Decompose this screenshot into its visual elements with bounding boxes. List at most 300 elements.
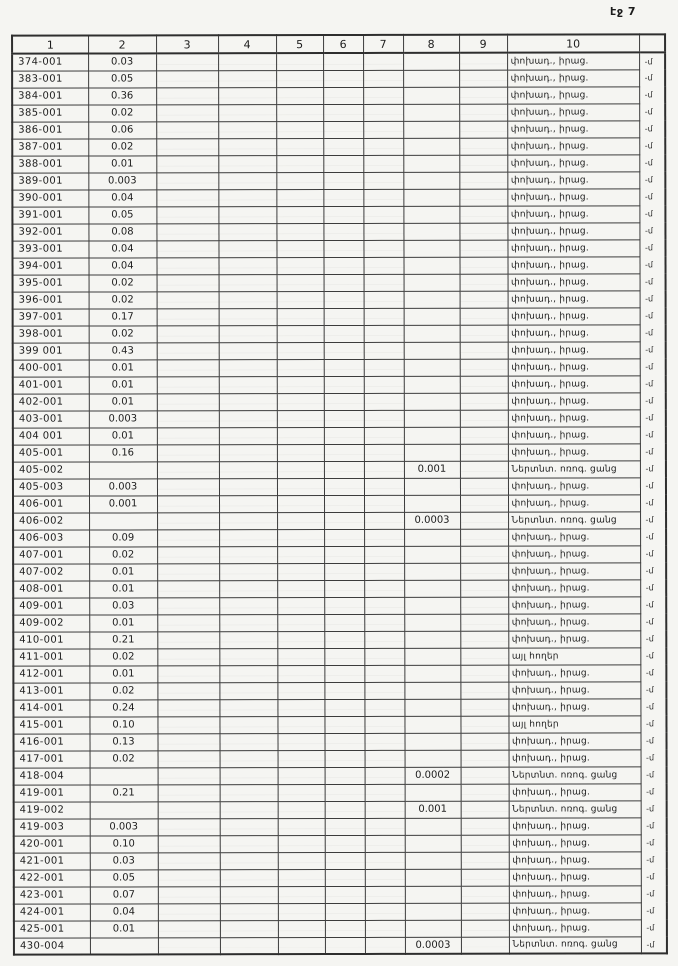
cell-col5 — [277, 325, 324, 342]
cell-col5 — [277, 597, 324, 614]
margin-mark: -մ — [641, 868, 667, 885]
cell-note: այլ հողեր — [508, 715, 640, 732]
cell-col9 — [460, 291, 508, 308]
cell-col3 — [157, 359, 219, 376]
margin-mark: -մ — [639, 137, 665, 154]
cell-note: Ներտնտ. ոռոգ. ցանց — [508, 511, 640, 528]
margin-mark: -մ — [640, 392, 666, 409]
cell-col9 — [461, 903, 509, 920]
margin-mark: -մ — [641, 902, 667, 919]
cell-note: փոխադ., իրաց. — [508, 494, 640, 511]
cell-note: փոխադ., իրաց. — [507, 120, 639, 137]
cell-col6 — [325, 784, 365, 801]
cell-note: փոխադ., իրաց. — [508, 732, 640, 749]
cell-col6 — [324, 648, 364, 665]
cell-col8-value — [404, 410, 460, 427]
cell-col8-value — [404, 325, 460, 342]
cell-col6 — [324, 631, 364, 648]
cell-parcel-code: 405-002 — [13, 462, 89, 479]
cell-col3 — [158, 903, 220, 920]
cell-col6 — [324, 427, 364, 444]
cell-col9 — [460, 342, 508, 359]
cell-col4 — [218, 70, 276, 87]
cell-col3 — [158, 869, 220, 886]
cell-note: փոխադ., իրաց. — [507, 69, 639, 86]
cell-col8-value — [404, 614, 460, 631]
cell-parcel-code: 406-002 — [13, 513, 89, 530]
cell-col6 — [324, 529, 364, 546]
cell-col4 — [219, 308, 277, 325]
cell-area-value: 0.02 — [88, 138, 156, 155]
cell-area-value: 0.02 — [89, 291, 157, 308]
cell-parcel-code: 419-003 — [14, 819, 90, 836]
cell-col5 — [276, 121, 323, 138]
cell-col5 — [277, 699, 324, 716]
cell-col5 — [277, 682, 324, 699]
table-row — [13, 290, 666, 308]
margin-mark: -մ — [640, 528, 666, 545]
cell-area-value: 0.05 — [88, 206, 156, 223]
cell-area-value: 0.003 — [89, 410, 157, 427]
cell-note: փոխադ., իրաց. — [508, 664, 640, 681]
cell-col4 — [219, 648, 277, 665]
cell-col5 — [278, 767, 325, 784]
cell-col5 — [277, 461, 324, 478]
cell-col3 — [157, 614, 219, 631]
cell-col3 — [156, 172, 218, 189]
cell-col3 — [158, 784, 220, 801]
cell-note: փոխադ., իրաց. — [509, 834, 641, 851]
cell-area-value: 0.003 — [90, 818, 158, 835]
cell-parcel-code: 404 001 — [13, 428, 89, 445]
cell-col7 — [364, 631, 404, 648]
cell-area-value: 0.10 — [89, 716, 157, 733]
margin-mark: -մ — [640, 630, 666, 647]
cell-col5 — [277, 614, 324, 631]
cell-col7 — [363, 53, 403, 70]
cell-col4 — [219, 665, 277, 682]
cell-col6 — [324, 359, 364, 376]
cell-col5 — [277, 257, 324, 274]
cell-col7 — [363, 206, 403, 223]
cell-col5 — [276, 87, 323, 104]
table-row — [13, 647, 666, 665]
cell-area-value: 0.01 — [89, 665, 157, 682]
table-row — [13, 443, 666, 461]
cell-col8-value — [403, 70, 459, 87]
cell-col3 — [158, 937, 220, 954]
cell-col8-value — [404, 291, 460, 308]
margin-mark: -մ — [641, 851, 667, 868]
cell-col9 — [459, 138, 507, 155]
cell-col6 — [323, 53, 363, 70]
cell-note: փոխադ., իրաց. — [507, 137, 639, 154]
cell-col3 — [158, 818, 220, 835]
cell-col3 — [157, 512, 219, 529]
table-row — [13, 511, 666, 529]
cell-col7 — [365, 835, 405, 852]
cell-col7 — [364, 444, 404, 461]
cell-col6 — [325, 835, 365, 852]
cell-area-value: 0.06 — [88, 121, 156, 138]
cell-col9 — [460, 648, 508, 665]
cell-col6 — [325, 886, 365, 903]
cell-note: Ներտնտ. ոռոգ. ցանց — [508, 460, 640, 477]
cell-col5 — [276, 53, 323, 70]
margin-mark: -մ — [639, 86, 665, 103]
cell-col4 — [219, 427, 277, 444]
cell-note: փոխադ., իրաց. — [508, 409, 640, 426]
cell-area-value: 0.01 — [89, 376, 157, 393]
cell-col5 — [276, 189, 323, 206]
cell-area-value: 0.02 — [89, 546, 157, 563]
cell-area-value: 0.07 — [90, 886, 158, 903]
cell-col5 — [278, 818, 325, 835]
cell-col3 — [156, 189, 218, 206]
margin-mark: -մ — [639, 222, 665, 239]
cell-col8-value — [405, 886, 461, 903]
cell-col5 — [277, 512, 324, 529]
cell-col6 — [324, 614, 364, 631]
cell-note: փոխադ., իրաց. — [508, 630, 640, 647]
cell-parcel-code: 425-001 — [14, 921, 90, 938]
cell-parcel-code: 410-001 — [13, 632, 89, 649]
cell-col6 — [325, 750, 365, 767]
cell-area-value: 0.02 — [89, 648, 157, 665]
cell-col9 — [459, 121, 507, 138]
cell-note: փոխադ., իրաց. — [508, 426, 640, 443]
page-number: էջ 7 — [610, 5, 636, 18]
cell-area-value: 0.01 — [89, 393, 157, 410]
cell-col9 — [460, 274, 508, 291]
cell-note: փոխադ., իրաց. — [508, 545, 640, 562]
column-header-7: 7 — [363, 35, 403, 53]
cell-area-value: 0.01 — [90, 920, 158, 937]
cell-note: փոխադ., իրաց. — [507, 239, 639, 256]
cell-parcel-code: 395-001 — [13, 275, 89, 292]
cell-col9 — [459, 155, 507, 172]
cell-col6 — [323, 87, 363, 104]
cell-col9 — [461, 937, 509, 954]
cell-col7 — [364, 308, 404, 325]
cell-col7 — [364, 716, 404, 733]
table-row — [13, 681, 666, 699]
cell-col4 — [218, 223, 276, 240]
cell-col6 — [324, 444, 364, 461]
cell-col8-value: 0.0002 — [405, 767, 461, 784]
cell-note: փոխադ., իրաց. — [509, 851, 641, 868]
cell-area-value: 0.02 — [88, 104, 156, 121]
cell-area-value — [89, 461, 157, 478]
cell-col3 — [157, 478, 219, 495]
cell-col6 — [324, 682, 364, 699]
cell-col9 — [460, 461, 508, 478]
cell-parcel-code: 405-001 — [13, 445, 89, 462]
cell-col6 — [323, 206, 363, 223]
cell-col9 — [460, 699, 508, 716]
cell-col5 — [277, 631, 324, 648]
cell-col6 — [323, 70, 363, 87]
table-row — [13, 324, 666, 342]
cell-col6 — [325, 869, 365, 886]
cell-col3 — [158, 852, 220, 869]
cell-col7 — [364, 648, 404, 665]
cell-area-value: 0.001 — [89, 495, 157, 512]
cell-parcel-code: 421-001 — [14, 853, 90, 870]
cell-col6 — [324, 733, 364, 750]
table-row — [12, 188, 665, 206]
cell-col4 — [220, 869, 278, 886]
cell-col7 — [364, 291, 404, 308]
cell-col5 — [277, 444, 324, 461]
cell-col9 — [461, 835, 509, 852]
table-row — [13, 375, 666, 393]
cell-col9 — [459, 172, 507, 189]
cell-col3 — [157, 563, 219, 580]
cell-col7 — [365, 886, 405, 903]
cell-col4 — [219, 342, 277, 359]
column-header-6: 6 — [323, 35, 363, 53]
cell-parcel-code: 406-003 — [13, 530, 89, 547]
column-header-8: 8 — [403, 35, 459, 53]
cell-col9 — [460, 563, 508, 580]
cell-col8-value — [403, 155, 459, 172]
cell-col5 — [277, 308, 324, 325]
cell-col5 — [276, 240, 323, 257]
cell-parcel-code: 413-001 — [13, 683, 89, 700]
cell-col7 — [364, 512, 404, 529]
cell-col9 — [460, 716, 508, 733]
cell-col3 — [157, 291, 219, 308]
cell-col5 — [278, 903, 325, 920]
cell-col3 — [156, 206, 218, 223]
cell-col8-value — [404, 444, 460, 461]
cell-col7 — [365, 920, 405, 937]
cell-col3 — [157, 342, 219, 359]
cell-note: փոխադ., իրաց. — [509, 783, 641, 800]
cell-col7 — [365, 903, 405, 920]
cell-col3 — [157, 716, 219, 733]
cell-col7 — [364, 597, 404, 614]
cell-col6 — [324, 393, 364, 410]
cell-area-value — [90, 767, 158, 784]
cell-col3 — [157, 393, 219, 410]
margin-mark: -մ — [641, 919, 667, 936]
cell-col7 — [364, 393, 404, 410]
table-row — [12, 103, 665, 121]
cell-parcel-code: 396-001 — [13, 292, 89, 309]
cell-col9 — [459, 240, 507, 257]
cell-col4 — [220, 937, 278, 954]
cell-note: փոխադ., իրաց. — [508, 375, 640, 392]
table-row — [13, 409, 666, 427]
cell-col8-value — [403, 87, 459, 104]
cell-area-value: 0.04 — [88, 240, 156, 257]
cell-col7 — [364, 274, 404, 291]
cell-col4 — [219, 478, 277, 495]
cell-col4 — [220, 784, 278, 801]
cell-col8-value — [405, 750, 461, 767]
cell-area-value: 0.09 — [89, 529, 157, 546]
cell-col7 — [364, 427, 404, 444]
cell-col9 — [460, 325, 508, 342]
cell-col9 — [460, 410, 508, 427]
cell-col6 — [324, 546, 364, 563]
cell-col6 — [324, 257, 364, 274]
cell-col7 — [364, 614, 404, 631]
cell-col8-value — [404, 529, 460, 546]
cell-col9 — [461, 818, 509, 835]
cell-col4 — [218, 206, 276, 223]
cell-col7 — [364, 665, 404, 682]
cell-note: փոխադ., իրաց. — [507, 52, 639, 69]
cell-parcel-code: 384-001 — [12, 88, 88, 105]
cell-parcel-code: 422-001 — [14, 870, 90, 887]
cell-col8-value — [404, 546, 460, 563]
margin-mark: -մ — [639, 171, 665, 188]
cell-col8-value — [404, 648, 460, 665]
cell-col8-value — [404, 274, 460, 291]
cell-col4 — [218, 53, 276, 70]
cell-col8-value — [404, 631, 460, 648]
cell-col4 — [219, 546, 277, 563]
table-row — [13, 273, 666, 291]
cell-parcel-code: 419-001 — [14, 785, 90, 802]
cell-col9 — [460, 614, 508, 631]
cell-col4 — [219, 682, 277, 699]
margin-mark: -մ — [640, 545, 666, 562]
cell-col9 — [461, 886, 509, 903]
margin-mark: -մ — [640, 307, 666, 324]
cell-col5 — [278, 869, 325, 886]
table-header-row — [12, 34, 665, 53]
cell-col4 — [219, 716, 277, 733]
cell-parcel-code: 399 001 — [13, 343, 89, 360]
cell-col4 — [219, 529, 277, 546]
cell-col7 — [364, 495, 404, 512]
table-row — [14, 885, 667, 903]
cell-parcel-code: 419-002 — [14, 802, 90, 819]
cell-area-value — [90, 937, 158, 954]
cell-col7 — [364, 546, 404, 563]
table-row — [13, 715, 666, 733]
cell-col5 — [277, 648, 324, 665]
cell-area-value: 0.13 — [90, 733, 158, 750]
cell-parcel-code: 416-001 — [14, 734, 90, 751]
table-row — [12, 86, 665, 104]
cell-col4 — [219, 444, 277, 461]
cell-col9 — [461, 750, 509, 767]
cell-col6 — [325, 852, 365, 869]
cell-col6 — [324, 563, 364, 580]
cell-col3 — [157, 597, 219, 614]
cell-col8-value — [404, 733, 460, 750]
cell-col3 — [156, 53, 218, 70]
cell-area-value: 0.16 — [89, 444, 157, 461]
cell-col4 — [219, 631, 277, 648]
cell-col3 — [156, 70, 218, 87]
cell-col8-value — [404, 665, 460, 682]
cell-col9 — [461, 869, 509, 886]
cell-col3 — [158, 835, 220, 852]
margin-mark: -մ — [641, 936, 667, 953]
cell-col9 — [460, 580, 508, 597]
cell-col3 — [157, 257, 219, 274]
cell-col7 — [364, 699, 404, 716]
table-row — [14, 902, 667, 920]
cell-col6 — [325, 920, 365, 937]
margin-mark: -մ — [640, 375, 666, 392]
cell-parcel-code: 397-001 — [13, 309, 89, 326]
table-row — [12, 154, 665, 172]
cell-col3 — [157, 631, 219, 648]
cell-col5 — [278, 801, 325, 818]
cell-col6 — [323, 121, 363, 138]
cell-col6 — [325, 767, 365, 784]
column-header-3: 3 — [156, 35, 218, 53]
cell-col8-value — [403, 240, 459, 257]
cell-col5 — [277, 665, 324, 682]
cell-col7 — [364, 410, 404, 427]
cell-col5 — [276, 155, 323, 172]
margin-mark: -մ — [640, 273, 666, 290]
cell-parcel-code: 420-001 — [14, 836, 90, 853]
cell-note: փոխադ., իրաց. — [508, 256, 640, 273]
table-row — [13, 528, 666, 546]
cell-col4 — [219, 410, 277, 427]
cell-parcel-code: 409-001 — [13, 598, 89, 615]
cell-col8-value — [405, 903, 461, 920]
cell-col4 — [218, 240, 276, 257]
table-row — [13, 664, 666, 682]
margin-mark: -մ — [639, 239, 665, 256]
cell-parcel-code: 407-001 — [13, 547, 89, 564]
cell-col8-value — [403, 138, 459, 155]
table-row — [14, 834, 667, 852]
cell-area-value: 0.02 — [89, 274, 157, 291]
cell-col4 — [219, 512, 277, 529]
cell-col3 — [158, 886, 220, 903]
margin-mark: -մ — [639, 188, 665, 205]
cell-col5 — [276, 223, 323, 240]
cell-col7 — [365, 852, 405, 869]
table-row — [13, 698, 666, 716]
cell-parcel-code: 406-001 — [13, 496, 89, 513]
cell-col6 — [324, 308, 364, 325]
cell-col5 — [278, 886, 325, 903]
cell-col9 — [460, 597, 508, 614]
cell-col3 — [156, 155, 218, 172]
cell-col7 — [365, 750, 405, 767]
cell-col7 — [363, 240, 403, 257]
cell-parcel-code: 389-001 — [12, 173, 88, 190]
cell-area-value: 0.24 — [89, 699, 157, 716]
margin-mark: -մ — [640, 732, 666, 749]
cell-col5 — [278, 920, 325, 937]
cell-col4 — [220, 801, 278, 818]
margin-mark: -մ — [639, 205, 665, 222]
cell-col4 — [219, 325, 277, 342]
cell-col6 — [324, 461, 364, 478]
table-row — [14, 851, 667, 869]
cell-col3 — [157, 580, 219, 597]
cell-col9 — [461, 767, 509, 784]
cell-col4 — [220, 835, 278, 852]
cell-col5 — [276, 206, 323, 223]
cell-col3 — [157, 376, 219, 393]
margin-mark: -մ — [639, 69, 665, 86]
margin-mark: -մ — [640, 460, 666, 477]
